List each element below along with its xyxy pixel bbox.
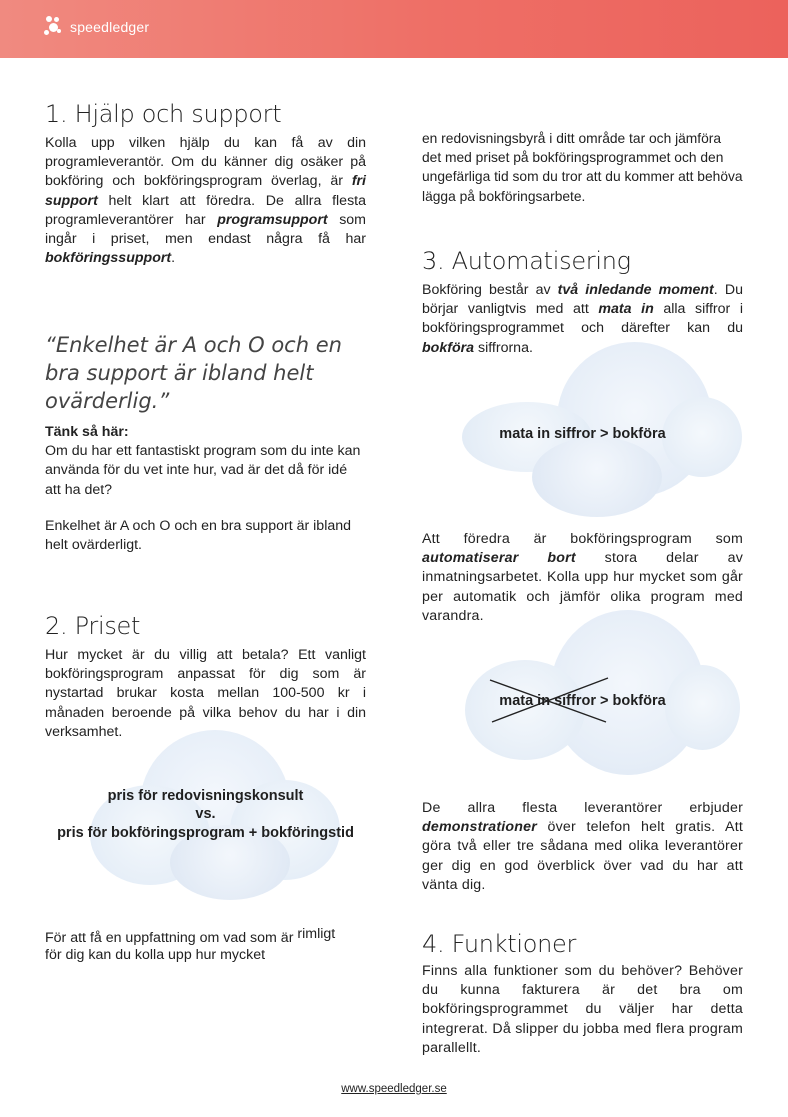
price-cloud-line-2: vs. xyxy=(195,806,216,822)
section-2-closing-c: för dig kan du kolla upp hur mycket xyxy=(45,947,266,963)
cloud-2-label: mata in siffror > bokföra xyxy=(499,693,666,709)
section-2-closing-b: rimligt xyxy=(297,926,336,942)
body-text: . Du börjar vanligtvis med att xyxy=(422,282,743,318)
section-1-closing: Enkelhet är A och O och en bra support är ibland helt ovärderligt. xyxy=(45,518,352,554)
body-text: stora delar av inmatningsarbetet. Kolla upp hur mycket som går per automatik och jämför olika program med varandra. xyxy=(422,550,744,624)
body-text: alla siffror i bokföringsprogrammet och därefter kan du xyxy=(422,301,744,337)
price-cloud-line-1: pris för redovisningskonsult xyxy=(107,788,304,804)
section-3-heading: 3. Automatisering xyxy=(422,247,631,275)
section-1 xyxy=(45,100,366,128)
emphasis-text: mata in xyxy=(598,301,654,318)
think-text: Om du har ett fantastiskt program som du inte kan använda för du vet inte hur, vad är det då för idé att ha det? xyxy=(45,443,361,498)
footer-link[interactable]: www.speedledger.se xyxy=(341,1083,447,1095)
speedledger-logo-icon xyxy=(44,16,66,38)
body-text: som ingår i priset, men endast några få har xyxy=(45,211,366,248)
body-text: helt klart att föredra. De allra flesta programleverantörer har xyxy=(45,192,366,228)
body-text: siffrorna. xyxy=(474,339,533,356)
emphasis-text: demonstrationer xyxy=(422,819,537,836)
pull-quote: “Enkelhet är A och O och en bra support är ibland helt ovärderlig.” xyxy=(45,333,342,413)
section-3-paragraph-3 xyxy=(422,799,743,895)
brand-logo[interactable] xyxy=(44,16,149,38)
cross-out-icon xyxy=(488,676,610,724)
body-text: De allra flesta leverantörer erbjuder xyxy=(422,800,743,816)
price-cloud-line-3: pris för bokföringsprogram + bokföringstid xyxy=(57,825,354,841)
emphasis-text: bokföringssupport xyxy=(45,250,172,267)
section-4-paragraph: Finns alla funktioner som du behöver? Behöver du kunna fakturera är det bra om bokföringsprogrammet du väljer har detta integrerat. Då slipper du jobba med flera program parallellt. xyxy=(422,963,743,1056)
body-text: . xyxy=(171,250,176,267)
emphasis-text: två inledande moment xyxy=(557,282,714,298)
section-2-heading: 2. Priset xyxy=(45,612,141,640)
body-text: Bokföring består av xyxy=(422,282,558,298)
cloud-1-label: mata in siffror > bokföra xyxy=(499,426,666,442)
body-text: Kolla upp vilken hjälp du kan få av din programleverantör. Om du känner dig osäker på bokföring och bokföringsprogram överlag, är xyxy=(45,135,366,190)
section-2-closing-a: För att få en uppfattning om vad som är xyxy=(45,930,294,946)
emphasis-text: automatiserar bort xyxy=(422,550,576,567)
section-4-heading: 4. Funktioner xyxy=(422,930,577,958)
section-1-heading: 1. Hjälp och support xyxy=(45,100,282,128)
header-bar xyxy=(0,0,788,58)
section-2-continued: en redovisningsbyrå i ditt område tar och jämföra det med priset på bokföringsprogrammet och den ungefärliga tid som du tror att du kommer att behöva lägga på bokföringsarbete. xyxy=(422,131,743,204)
section-2-closing xyxy=(45,926,366,964)
brand-name: speedledger xyxy=(70,19,150,35)
body-text: Att föredra är bokföringsprogram som xyxy=(422,531,743,547)
think-title: Tänk så här: xyxy=(45,424,129,440)
emphasis-text: programsupport xyxy=(217,211,328,228)
section-2-paragraph: Hur mycket är du villig att betala? Ett vanligt bokföringsprogram anpassat för dig som är nystartad brukar kosta mellan 100-500 kr i månaden beroende på vilka behov du har i din verksamhet. xyxy=(45,647,366,740)
body-text: över telefon helt gratis. Att göra två eller tre sådana med olika leverantörer ger dig en god överblick över vad du har att vänta dig. xyxy=(422,819,743,893)
section-1-paragraph xyxy=(45,134,366,268)
emphasis-text: bokföra xyxy=(422,339,475,356)
emphasis-text: fri support xyxy=(45,173,366,209)
